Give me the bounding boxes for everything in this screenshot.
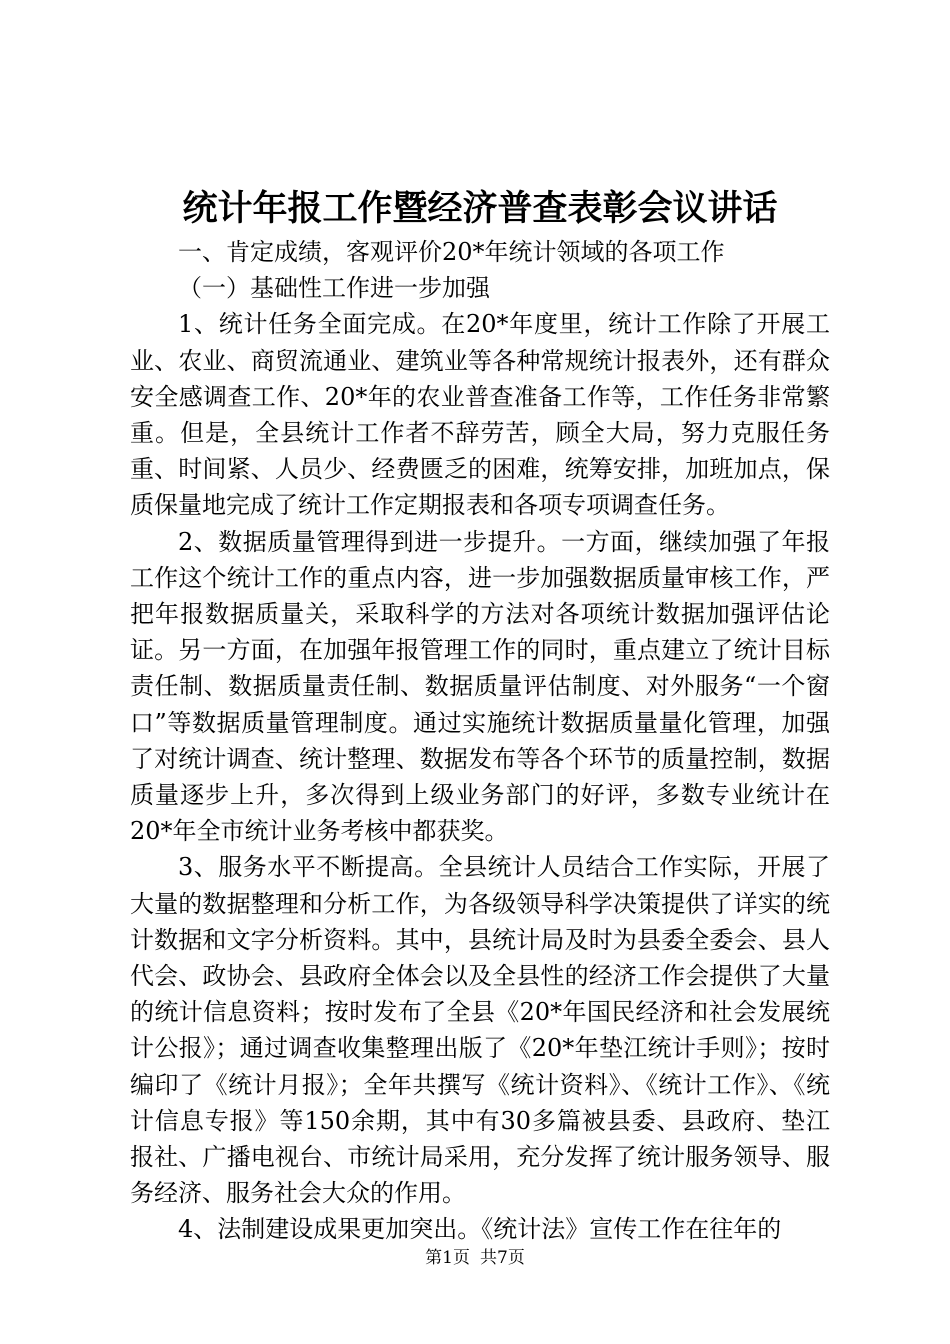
document-title: 统计年报工作暨经济普查表彰会议讲话 <box>182 188 778 229</box>
paragraph-3: 3、服务水平不断提高。全县统计人员结合工作实际，开展了大量的数据整理和分析工作，为各级领导科学决策提供了详实的统计数据和文字分析资料。其中，县统计局及时为县委全委会、县人代会、政协会、县政府全体会以及全县性的经济工作会提供了大量的统计信息资料；按时发布了全县《20*年国民经济和社会发展统计公报》；通过调查收集整理出版了《20*年垫江统计手则》；按时编印了《统计月报》；全年共撰写《统计资料》、《统计工作》、《统计信息专报》等150余期，其中有30多篇被县委、县政府、垫江报社、广播电视台、市统计局采用，充分发挥了统计服务领导、服务经济、服务社会大众的作用。 <box>130 853 830 1208</box>
paragraph-2: 2、数据质量管理得到进一步提升。一方面，继续加强了年报工作这个统计工作的重点内容，进一步加强数据质量审核工作，严把年报数据质量关，采取科学的方法对各项统计数据加强评估论证。另一方面，在加强年报管理工作的同时，重点建立了统计目标责任制、数据质量责任制、数据质量评估制度、对外服务“一个窗口”等数据质量管理制度。通过实施统计数据质量量化管理，加强了对统计调查、统计整理、数据发布等各个环节的质量控制，数据质量逐步上升，多次得到上级业务部门的好评，多数专业统计在20*年全市统计业务考核中都获奖。 <box>130 527 830 846</box>
document-body <box>130 234 830 1248</box>
page-number: 第1页 <box>425 1248 470 1268</box>
paragraph-1: 1、统计任务全面完成。在20*年度里，统计工作除了开展工业、农业、商贸流通业、建筑业等各种常规统计报表外，还有群众安全感调查工作、20*年的农业普查准备工作等，工作任务非常繁重。但是，全县统计工作者不辞劳苦，顾全大局，努力克服任务重、时间紧、人员少、经费匮乏的困难，统筹安排，加班加点，保质保量地完成了统计工作定期报表和各项专项调查任务。 <box>130 310 830 520</box>
paragraph-4: 4、法制建设成果更加突出。《统计法》宣传工作在往年的 <box>178 1215 782 1244</box>
page-footer <box>0 1246 950 1270</box>
page-total: 共7页 <box>480 1248 525 1268</box>
subsection-heading-1: （一）基础性工作进一步加强 <box>178 274 490 303</box>
section-heading-1: 一、肯定成绩，客观评价20*年统计领域的各项工作 <box>178 238 725 266</box>
